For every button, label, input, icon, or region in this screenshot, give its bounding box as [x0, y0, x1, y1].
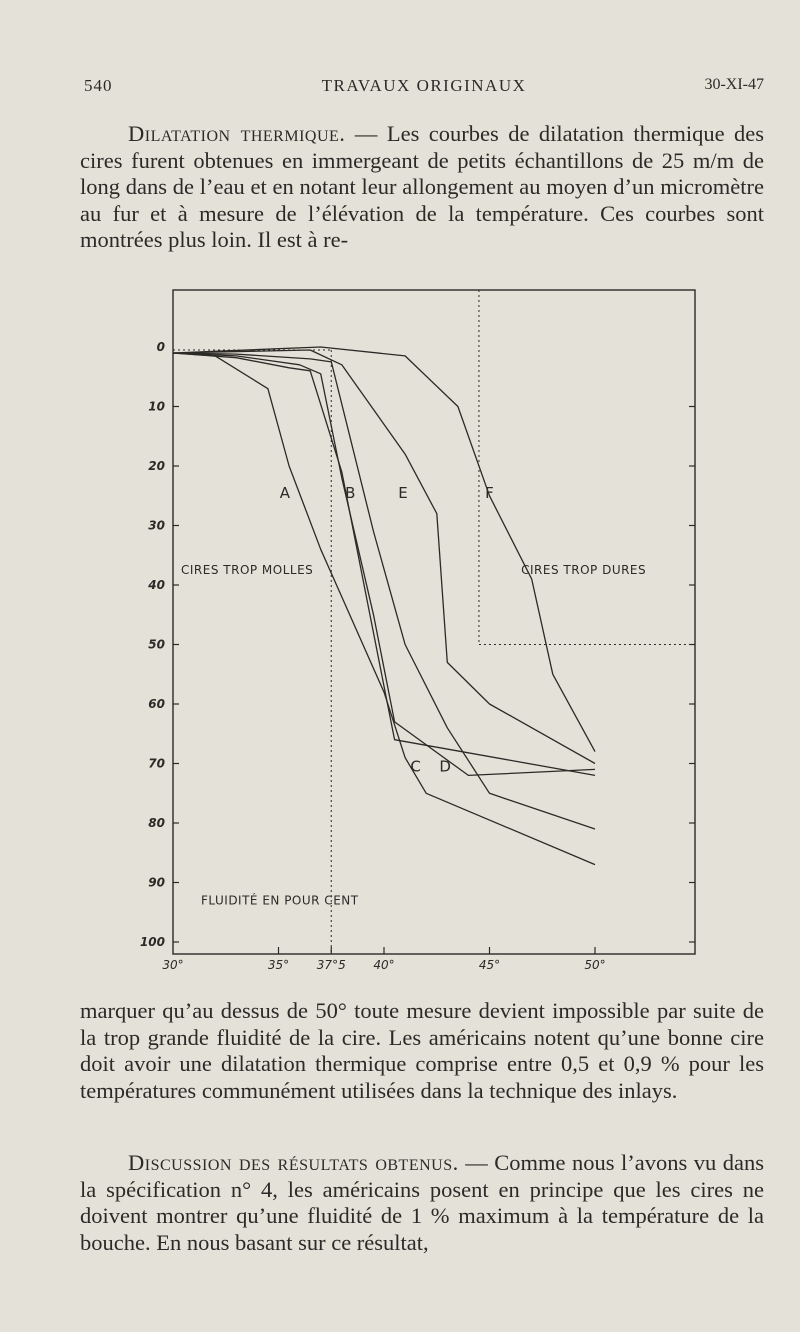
y-tick-label: 50 [148, 637, 165, 652]
x-tick-label: 45° [478, 958, 501, 972]
section-heading-discussion: Discussion des résultats obtenus. [128, 1150, 459, 1175]
x-tick-label: 50° [584, 958, 606, 972]
paragraph-discussion [80, 1150, 764, 1256]
x-tick-label: 37°5 [316, 958, 346, 972]
issue-date: 30-XI-47 [704, 76, 764, 93]
curve-label-b: B [345, 483, 356, 502]
axis-caption: FLUIDITÉ EN POUR CENT [201, 893, 359, 908]
page-number: 540 [84, 76, 113, 95]
curve-label-c: C [410, 757, 421, 776]
x-tick-label: 35° [267, 958, 290, 972]
y-tick-label: 100 [139, 935, 165, 949]
paragraph-text: — Comme nous l’avons vu dans la spécification n° 4, les américains posent en principe que les cires ne doivent montrer qu’une fluidité de 1 % maximum à la température de la bouche. En nous basant sur ce résultat, [80, 1150, 764, 1255]
running-header [84, 76, 764, 102]
thermal-dilatation-chart [130, 276, 710, 976]
y-tick-label: 80 [148, 816, 165, 830]
y-tick-label: 40 [148, 578, 165, 592]
x-tick-label: 30° [162, 958, 184, 972]
curve-label-e: E [398, 483, 408, 502]
y-tick-label: 30 [148, 518, 165, 533]
section-heading-dilatation: Dilatation thermique. [128, 121, 346, 146]
y-tick-label: 0 [156, 340, 165, 354]
paragraph-continuation: marquer qu’au dessus de 50° toute mesure devient impossible par suite de la trop grande fluidité de la cire. Les américains notent qu’une bonne cire doit avoir une dilatation thermique comprise entre 0,5 et 0,9 % pour les températures communément utilisées dans la technique des inlays. [80, 998, 764, 1103]
running-title: TRAVAUX ORIGINAUX [321, 76, 527, 95]
paragraph-text: — Les courbes de dilatation thermique des cires furent obtenues en immergeant de petits échantillons de 25 m/m de long dans de l’eau et en notant leur allongement au moyen d’un micromètre au fur et à mesure de l’élévation de la température. Ces courbes sont montrées plus loin. Il est à re- [80, 121, 765, 252]
curve-e [173, 350, 595, 764]
x-tick-label: 40° [373, 958, 395, 972]
y-tick-label: 70 [148, 756, 165, 771]
paragraph-dilatation [80, 121, 764, 254]
region-label-hard: CIRES TROP DURES [521, 563, 647, 578]
y-tick-label: 90 [148, 875, 165, 890]
plot-frame [173, 290, 695, 954]
y-tick-label: 60 [148, 697, 165, 711]
curve-label-a: A [279, 483, 290, 502]
y-tick-label: 10 [148, 399, 165, 414]
curve-a [173, 353, 595, 865]
region-label-soft: CIRES TROP MOLLES [181, 563, 314, 578]
curve-label-f: F [485, 483, 494, 502]
curve-label-d: D [439, 757, 451, 776]
y-tick-label: 20 [148, 459, 165, 473]
